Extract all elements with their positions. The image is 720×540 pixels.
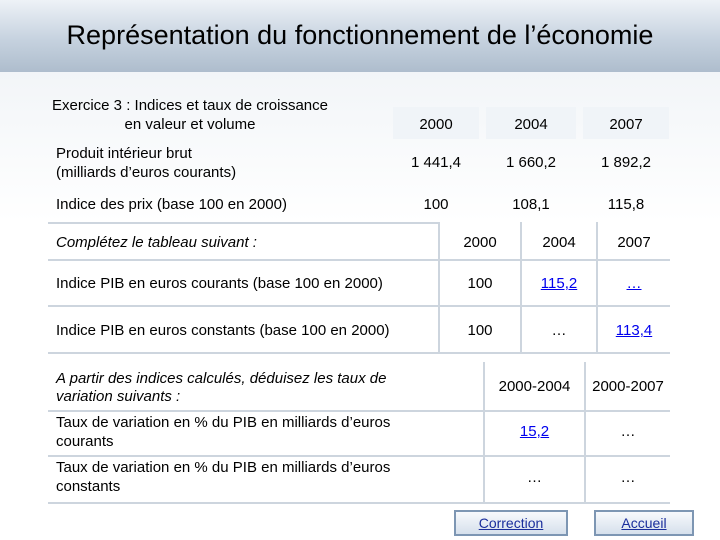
table1-cell: 100 — [423, 196, 449, 213]
table1-cell: 115,8 — [607, 196, 645, 213]
table-divider — [48, 222, 438, 224]
table2-row-label: Indice PIB en euros constants (base 100 en 2000) — [56, 322, 390, 339]
table1-cell: 1 892,2 — [600, 154, 652, 171]
table1-row-label-sub: (milliards d’euros courants) — [56, 164, 237, 181]
home-button-label: Accueil — [621, 515, 667, 531]
home-button[interactable] — [594, 510, 694, 536]
table-divider — [48, 305, 670, 307]
table1-cell: 1 660,2 — [505, 154, 557, 171]
exercise-title-line2: en valeur et volume — [124, 116, 256, 133]
table3-row-label-sub: courants — [56, 433, 114, 450]
table2-year: 2007 — [617, 234, 651, 251]
table-divider — [48, 410, 670, 412]
table1-year: 2000 — [419, 116, 453, 133]
table-divider — [48, 455, 670, 457]
correction-button[interactable] — [454, 510, 568, 536]
table3-instruction-line1: A partir des indices calculés, déduisez les taux de — [56, 370, 387, 387]
table1-year: 2004 — [514, 116, 548, 133]
table3-row-label-sub: constants — [56, 478, 121, 495]
table2-answer-link[interactable]: … — [626, 275, 642, 292]
table2-cell: 100 — [467, 275, 493, 292]
table3-answer-placeholder: … — [620, 423, 636, 440]
table2-instruction: Complétez le tableau suivant : — [56, 234, 257, 251]
table2-year: 2000 — [463, 234, 497, 251]
table1-cell: 108,1 — [512, 196, 550, 213]
exercise-title-line1: Exercice 3 : Indices et taux de croissance — [52, 97, 328, 114]
table3-answer-placeholder: … — [620, 469, 636, 486]
correction-button-label: Correction — [478, 515, 544, 531]
table-divider — [48, 259, 670, 261]
table1-year: 2007 — [609, 116, 643, 133]
table3-period: 2000-2004 — [498, 378, 571, 395]
page-title: Représentation du fonctionnement de l’économie — [66, 20, 654, 50]
table2-cell: 100 — [467, 322, 493, 339]
table2-year: 2004 — [542, 234, 576, 251]
table-divider — [48, 502, 670, 504]
table2-answer-placeholder: … — [551, 322, 567, 339]
table3-row-label: Taux de variation en % du PIB en milliards d’euros — [56, 459, 391, 476]
table3-answer-placeholder: … — [527, 469, 542, 486]
table-divider — [48, 352, 670, 354]
table2-row-label: Indice PIB en euros courants (base 100 en 2000) — [56, 275, 383, 292]
table1-cell: 1 441,4 — [410, 154, 462, 171]
table2-answer-link[interactable]: 113,4 — [615, 322, 653, 339]
table3-instruction-line2: variation suivants : — [56, 388, 181, 405]
table3-row-label: Taux de variation en % du PIB en milliards d’euros — [56, 414, 391, 431]
table2-answer-link[interactable]: 115,2 — [540, 275, 578, 292]
table3-answer-link[interactable]: 15,2 — [519, 423, 550, 440]
table1-row-label: Produit intérieur brut — [56, 145, 192, 162]
table3-period: 2000-2007 — [592, 378, 664, 395]
table1-row-label: Indice des prix (base 100 en 2000) — [56, 196, 287, 213]
